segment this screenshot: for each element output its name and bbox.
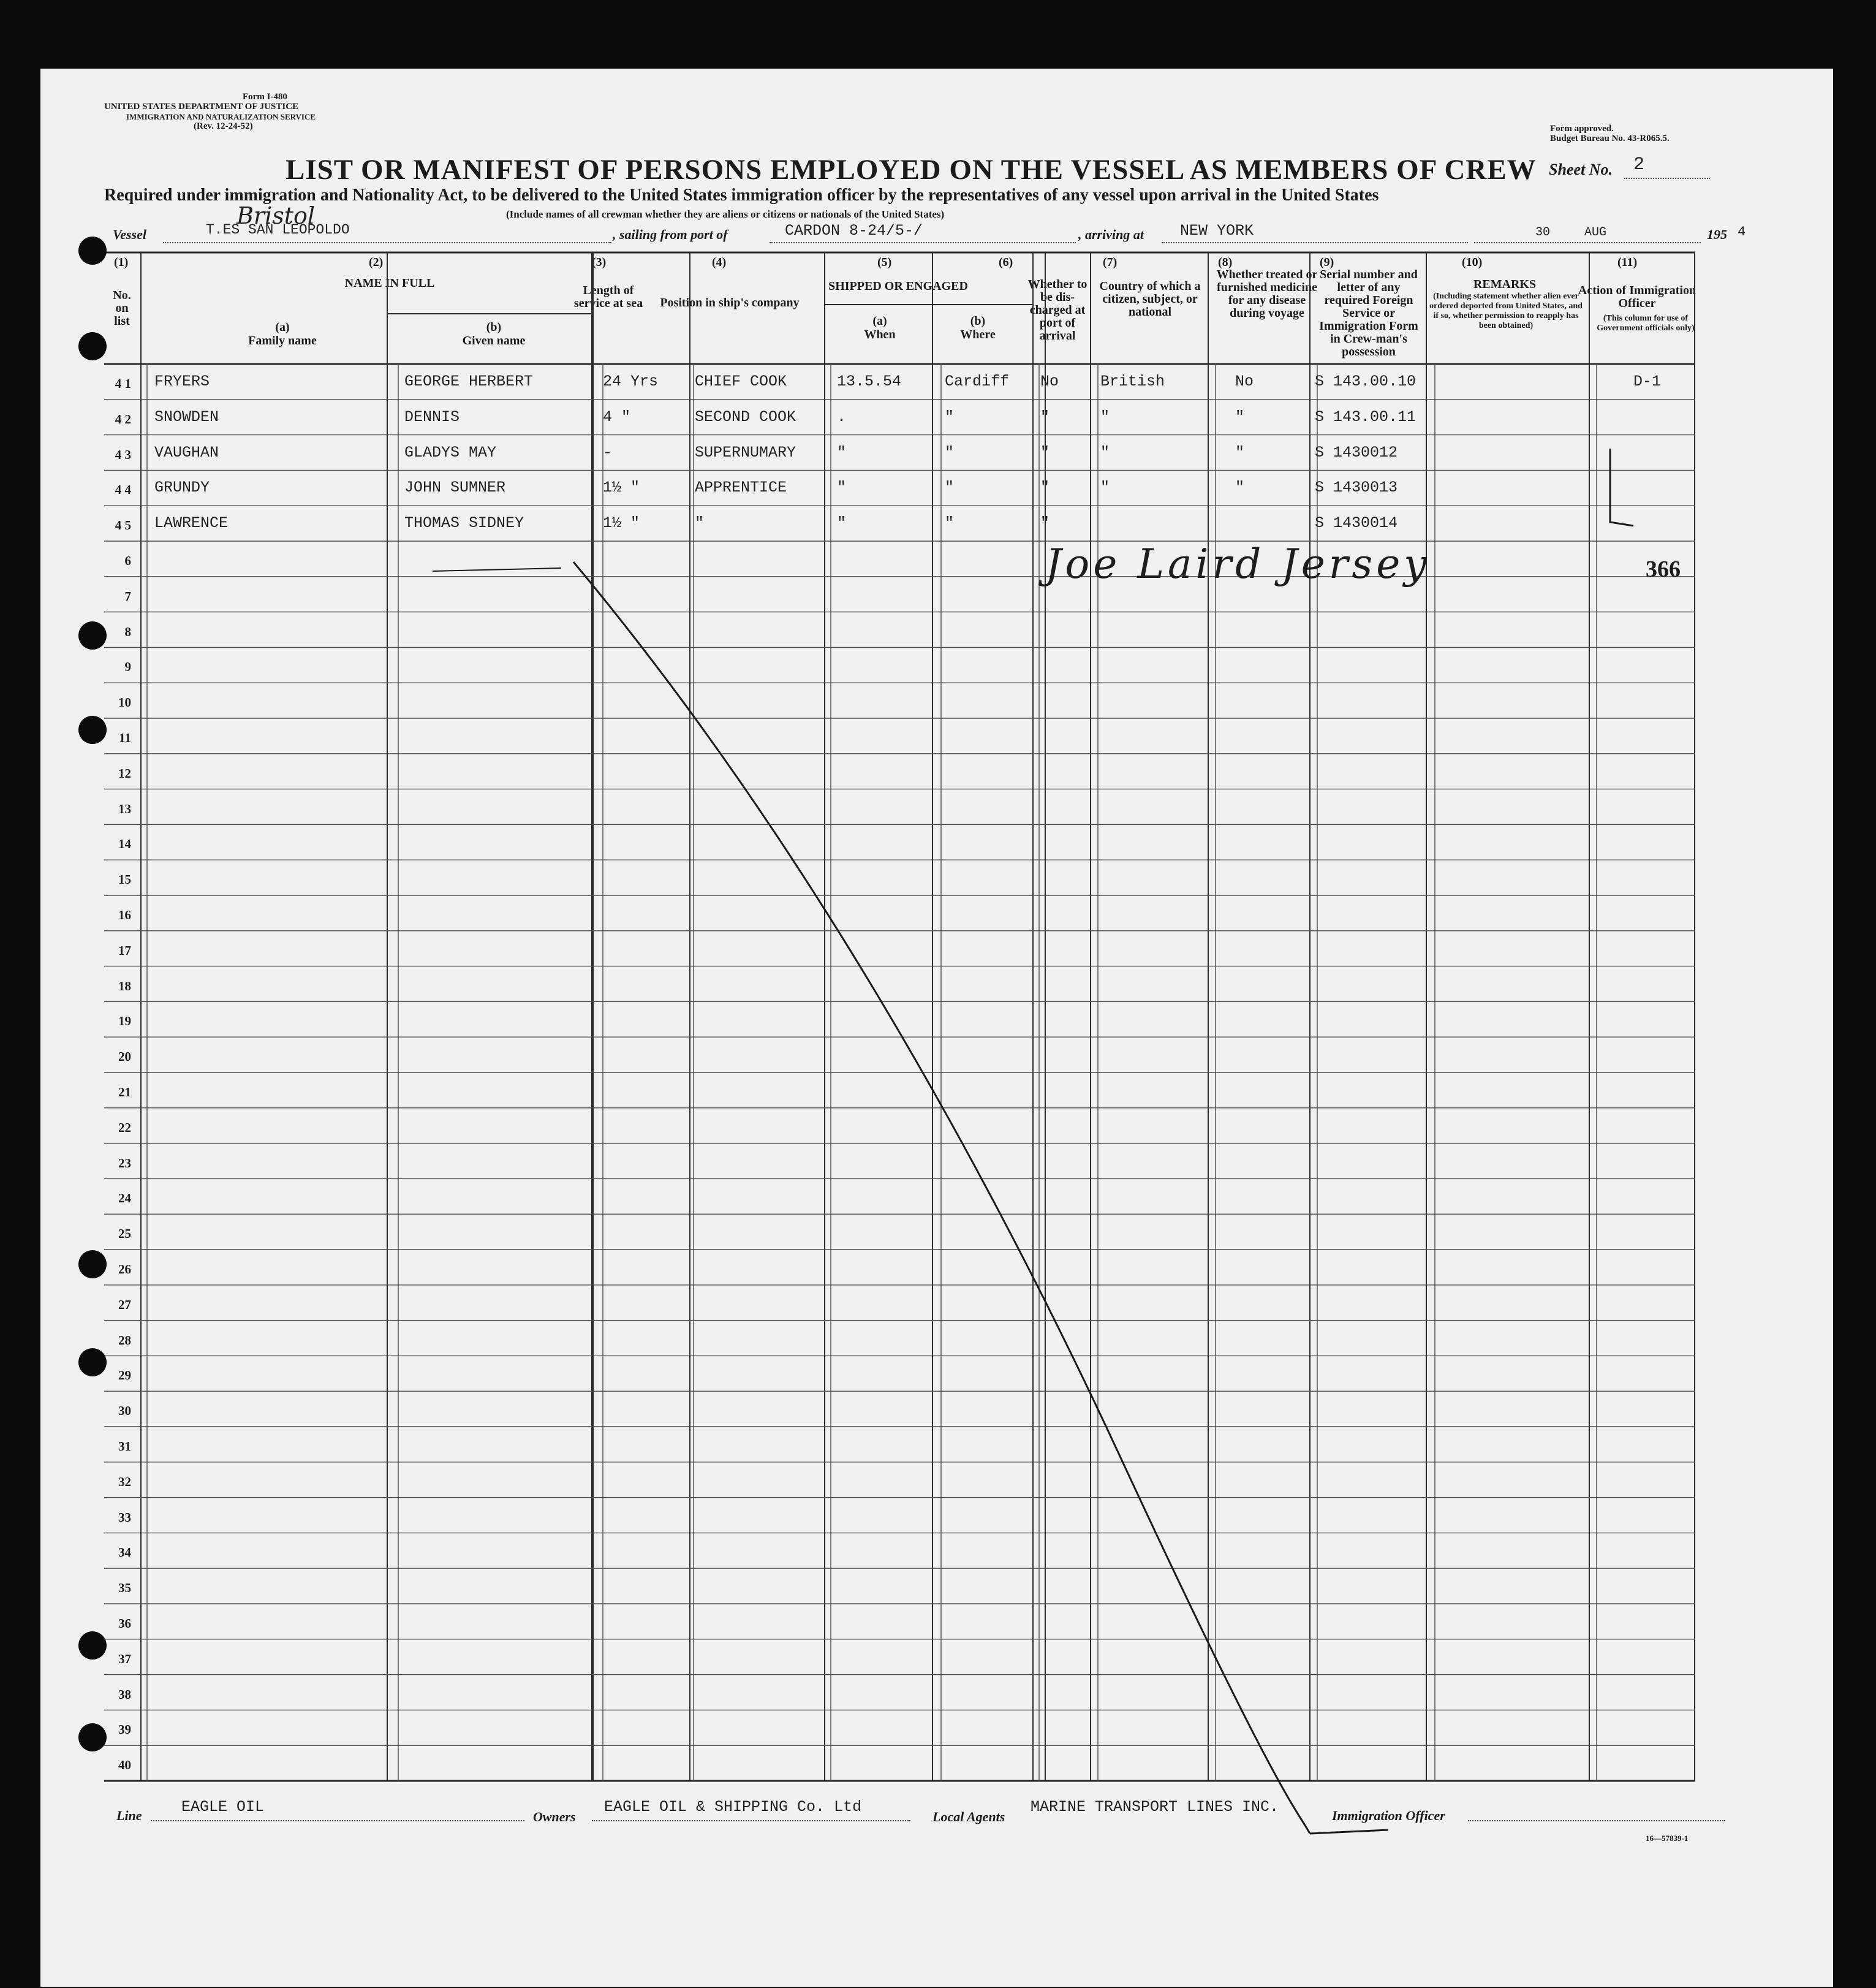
col2b-number: (b) [486, 321, 502, 334]
officer-label: Immigration Officer [1332, 1808, 1445, 1823]
row-number: 16 [118, 908, 131, 922]
col5b-number: (b) [970, 314, 986, 328]
col2a-number: (a) [275, 321, 290, 334]
col7-number: (7) [1103, 256, 1118, 269]
row-number: 21 [118, 1085, 131, 1099]
col8-header: Whether treated or furnished medicine for any disease during voyage [1216, 268, 1318, 320]
row-number: 13 [118, 801, 131, 816]
cell-family[interactable]: VAUGHAN [154, 443, 219, 461]
arrival-day[interactable]: 30 [1535, 226, 1551, 240]
row-number: 35 [118, 1580, 131, 1596]
cell-service[interactable]: 1½ " [603, 479, 640, 497]
cell-given[interactable]: THOMAS SIDNEY [404, 514, 524, 533]
cell-when[interactable]: " [837, 514, 847, 533]
cell-where[interactable]: " [945, 514, 955, 533]
cell-treated[interactable]: No [1235, 373, 1254, 390]
col2a-header: Family name [248, 334, 317, 347]
cell-action[interactable]: D-1 [1633, 373, 1662, 390]
cell-family[interactable]: SNOWDEN [154, 408, 219, 426]
col3-header: Length of service at sea [573, 284, 643, 310]
row-number: 10 [118, 695, 131, 710]
row-number: 39 [118, 1722, 131, 1737]
officer-signature: Joe Laird Jersey [1045, 541, 1431, 588]
col7-header: Country of which a citizen, subject, or national [1099, 279, 1201, 319]
cell-treated[interactable]: " [1235, 408, 1245, 426]
col1-number: (1) [114, 256, 129, 269]
cell-given[interactable]: GLADYS MAY [404, 443, 497, 461]
owners-label: Owners [533, 1809, 576, 1824]
punch-hole [78, 1631, 107, 1660]
row-number: 14 [118, 837, 131, 852]
col10-header: REMARKS [1473, 278, 1537, 291]
cell-position[interactable]: SUPERNUMARY [695, 443, 796, 461]
cell-discharged[interactable]: " [1040, 408, 1050, 426]
col10-note: (Including statement whether alien ever ordered deported from United States, and if so, whether permission to reapply has been obtained) [1429, 292, 1583, 330]
col11-note: (This column for use of Government officials only) [1597, 314, 1695, 333]
sheet-stamp: 366 [1646, 556, 1681, 582]
row-number: 34 [118, 1545, 131, 1560]
cell-position[interactable]: SECOND COOK [695, 408, 796, 426]
page-subtitle: Required under immigration and Nationality Act, to be delivered to the United States immigration officer by the representatives of any vessel upon arrival in the United States [104, 186, 1379, 205]
cell-serial[interactable]: S 1430012 [1315, 443, 1398, 461]
col10-number: (10) [1462, 256, 1483, 269]
col1-header: No. on list [113, 289, 131, 328]
cell-where[interactable]: " [945, 479, 955, 497]
vessel-overwrite: Bristol [236, 202, 316, 229]
col2-number: (2) [369, 256, 384, 269]
cell-where[interactable]: " [945, 443, 955, 461]
cell-family[interactable]: GRUNDY [154, 479, 210, 497]
col2b-header: Given name [462, 334, 526, 347]
punch-hole [78, 332, 107, 360]
row-number: 7 [124, 588, 131, 604]
sailing-label: , sailing from port of [613, 227, 728, 242]
vessel-label: Vessel [113, 227, 146, 242]
vessel-name[interactable]: T.ES SAN LEOPOLDO [206, 222, 350, 238]
arrival-year-prefix: 195 [1707, 227, 1727, 242]
row-number: 38 [118, 1686, 131, 1702]
cell-treated[interactable]: " [1235, 479, 1245, 497]
col11-header: Action of Immigration Officer [1578, 284, 1696, 310]
sheet-label: Sheet No. [1549, 161, 1613, 178]
row-number: 33 [118, 1509, 131, 1525]
page-title: LIST OR MANIFEST OF PERSONS EMPLOYED ON THE VESSEL AS MEMBERS OF CREW [286, 154, 1537, 186]
cell-treated[interactable]: " [1235, 443, 1245, 461]
row-number: 26 [118, 1262, 131, 1277]
col5a-header: When [864, 328, 896, 341]
row-number: 15 [118, 872, 131, 887]
punch-hole [78, 1250, 107, 1278]
include-note: (Include names of all crewman whether they are aliens or citizens or nationals of the United States) [506, 208, 945, 220]
row-number: 4 1 [115, 376, 131, 391]
print-code: 16—57839-1 [1646, 1834, 1689, 1843]
row-number: 20 [118, 1049, 131, 1064]
cell-position[interactable]: " [695, 514, 705, 533]
row-number: 4 3 [115, 447, 131, 462]
row-number: 30 [118, 1403, 131, 1419]
sailing-port[interactable]: CARDON 8-24/5-/ [785, 222, 923, 240]
cell-discharged[interactable]: " [1040, 514, 1050, 533]
row-number: 17 [118, 943, 131, 958]
cell-service[interactable]: 4 " [603, 408, 631, 426]
cell-given[interactable]: GEORGE HERBERT [404, 373, 534, 390]
cell-serial[interactable]: S 143.00.11 [1315, 408, 1416, 426]
col9-header: Serial number and letter of any required Foreign Service or Immigration Form in Crew-man's possession [1319, 268, 1418, 359]
row-number: 18 [118, 978, 131, 993]
col6-number: (6) [999, 256, 1013, 269]
service-name: IMMIGRATION AND NATURALIZATION SERVICE [126, 112, 316, 121]
col2-header: NAME IN FULL [344, 276, 435, 290]
row-number: 23 [118, 1155, 131, 1170]
col5b-header: Where [960, 328, 996, 341]
col11-number: (11) [1617, 256, 1638, 269]
punch-hole [78, 1723, 107, 1751]
row-number: 36 [118, 1616, 131, 1631]
punch-hole [78, 237, 107, 265]
line-value[interactable]: EAGLE OIL [181, 1798, 265, 1816]
row-number: 27 [118, 1297, 131, 1312]
cell-serial[interactable]: S 1430014 [1315, 514, 1398, 533]
cell-given[interactable]: JOHN SUMNER [404, 479, 506, 497]
col5a-number: (a) [872, 314, 887, 328]
cell-where[interactable]: Cardiff [945, 373, 1010, 390]
cell-discharged[interactable]: No [1040, 373, 1059, 390]
cell-service[interactable]: 1½ " [603, 514, 640, 533]
cell-when[interactable]: " [837, 479, 847, 497]
cell-family[interactable]: LAWRENCE [154, 514, 229, 533]
manifest-page [40, 69, 1833, 1987]
cell-serial[interactable]: S 1430013 [1315, 479, 1398, 497]
row-number: 4 2 [115, 411, 131, 427]
form-number: Form I-480 [243, 92, 287, 102]
agents-value[interactable]: MARINE TRANSPORT LINES INC. [1031, 1798, 1279, 1816]
cell-position[interactable]: CHIEF COOK [695, 373, 787, 390]
row-number: 8 [124, 624, 131, 639]
arrival-year-suffix[interactable]: 4 [1738, 224, 1746, 240]
punch-hole [78, 716, 107, 744]
row-number: 22 [118, 1120, 131, 1135]
sheet-number[interactable]: 2 [1633, 154, 1645, 175]
row-number: 24 [118, 1191, 131, 1206]
cell-given[interactable]: DENNIS [404, 408, 460, 426]
budget-bureau: Budget Bureau No. 43-R065.5. [1550, 134, 1670, 143]
revision-date: (Rev. 12-24-52) [194, 121, 253, 131]
cell-discharged[interactable]: " [1040, 479, 1050, 497]
cell-country[interactable]: British [1100, 373, 1165, 390]
department-name: UNITED STATES DEPARTMENT OF JUSTICE [104, 102, 299, 112]
arriving-label: , arriving at [1078, 227, 1144, 242]
cell-country[interactable]: " [1100, 408, 1110, 426]
cell-when[interactable]: . [837, 408, 847, 426]
cell-position[interactable]: APPRENTICE [695, 479, 787, 497]
col5-header: SHIPPED OR ENGAGED [828, 279, 968, 293]
cell-where[interactable]: " [945, 408, 955, 426]
row-number: 4 4 [115, 482, 131, 498]
row-number: 9 [124, 659, 131, 675]
row-number: 19 [118, 1014, 131, 1029]
cell-when[interactable]: 13.5.54 [837, 373, 902, 390]
row-number: 37 [118, 1651, 131, 1666]
col8-number: (8) [1218, 256, 1233, 269]
arrival-port[interactable]: NEW YORK [1180, 222, 1254, 240]
col4-header: Position in ship's company [660, 296, 800, 309]
cell-when[interactable]: " [837, 443, 847, 461]
line-label: Line [116, 1808, 142, 1823]
row-number: 25 [118, 1226, 131, 1242]
agents-label: Local Agents [932, 1809, 1005, 1824]
row-number: 32 [118, 1474, 131, 1489]
cell-serial[interactable]: S 143.00.10 [1315, 373, 1416, 390]
punch-hole [78, 621, 107, 650]
col5-number: (5) [877, 256, 892, 269]
row-number: 28 [118, 1332, 131, 1348]
cell-country[interactable]: " [1100, 443, 1110, 461]
row-number: 31 [118, 1439, 131, 1454]
action-bracket [40, 69, 1833, 1987]
row-number: 40 [118, 1758, 131, 1773]
punch-hole [78, 1348, 107, 1376]
cell-service[interactable]: 24 Yrs [603, 373, 659, 390]
col9-number: (9) [1320, 256, 1334, 269]
cell-discharged[interactable]: " [1040, 443, 1050, 461]
row-number: 4 5 [115, 518, 131, 533]
row-number: 12 [118, 765, 131, 781]
row-number: 6 [124, 553, 131, 568]
col3-number: (3) [592, 256, 607, 269]
col4-number: (4) [712, 256, 727, 269]
owners-value[interactable]: EAGLE OIL & SHIPPING Co. Ltd [604, 1798, 862, 1816]
row-number: 11 [119, 730, 131, 745]
col6-header: Whether to be dis-charged at port of arrival [1027, 278, 1087, 343]
form-approved: Form approved. [1550, 124, 1614, 134]
row-number: 29 [118, 1368, 131, 1383]
cell-country[interactable]: " [1100, 479, 1110, 497]
cell-family[interactable]: FRYERS [154, 373, 210, 390]
cell-service[interactable]: - [603, 443, 613, 461]
arrival-month[interactable]: AUG [1584, 226, 1607, 240]
